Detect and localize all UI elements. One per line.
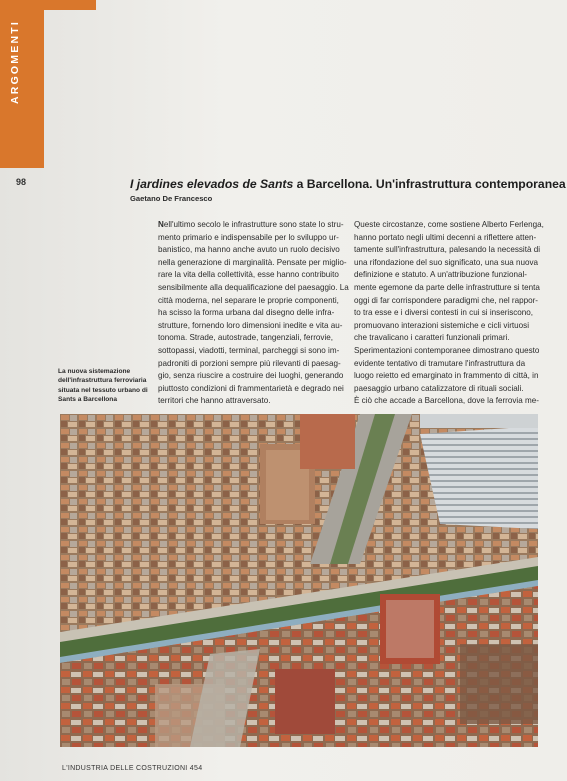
text-line: ha scisso la forma urbana dal disegno delle infra- — [158, 308, 335, 318]
text-line: situata nel tessuto urbano di — [58, 386, 148, 394]
text-line: hanno portato negli ultimi decenni a riflettere atten- — [354, 232, 537, 242]
text-line-rest: ell'ultimo secolo le infrastrutture sono state lo stru- — [163, 220, 344, 229]
text-line: to tra esse e i diversi contesti in cui si inseriscono, — [354, 308, 534, 318]
headline-rest: a Barcellona. Un'infrastruttura contemporanea — [293, 177, 566, 191]
text-line: luogo reietto ed emarginato in frammento di città, in — [354, 371, 539, 381]
article-headline — [130, 177, 566, 191]
column-2-paragraph — [354, 219, 548, 408]
text-line: Sants a Barcellona — [58, 396, 118, 404]
aerial-photo-illustration — [60, 414, 538, 747]
text-line: tonoma. Strade, autostrade, tangenziali, ferrovie, — [158, 333, 334, 343]
text-line: dell'infrastruttura ferroviaria — [58, 377, 147, 385]
text-line: Queste circostanze, come sostiene Alberto Ferlenga, — [354, 220, 544, 229]
text-line — [158, 219, 352, 232]
text-line: nella generazione di marginalità. Pensate per miglio- — [158, 257, 347, 267]
text-line: rare la vita della collettività, esse hanno contribuito — [158, 270, 339, 280]
text-line: definizione e statuto. A un'attribuzione funzional- — [354, 270, 527, 280]
text-column-1 — [158, 219, 352, 408]
aerial-photo — [60, 414, 538, 747]
text-line: padroniti di porzioni sempre più rilevanti di paesag- — [158, 358, 341, 368]
text-line: sottopassi, viadotti, terminal, parcheggi si sono im- — [158, 345, 340, 355]
text-line: paesaggio urbano catalizzatore di rituali sociali. — [354, 383, 524, 393]
text-line: evidente tentativo di tramutare l'infrastruttura da — [354, 358, 526, 368]
text-line: promuovano interazioni sistemiche e cicli virtuosi — [354, 320, 529, 330]
text-line: che travalicano i caratteri funzionali primari. — [354, 333, 510, 343]
text-line: banistico, ma hanno anche avuto un ruolo decisivo — [158, 245, 340, 255]
column-1-paragraph — [158, 219, 352, 408]
text-column-2 — [354, 219, 548, 408]
section-tab — [0, 0, 44, 168]
text-line: strutture, fornendo loro dimensioni inedite e vita au- — [158, 320, 343, 330]
dropcap-letter: N — [158, 220, 164, 229]
text-line: una rifondazione del suo significato, una sua nuova — [354, 257, 539, 267]
text-line: tamente sull'infrastruttura, palesando la necessità di — [354, 245, 541, 255]
text-line: La nuova sistemazione — [58, 368, 131, 375]
text-line: Sperimentazioni contemporanee dimostrano questo — [354, 345, 540, 355]
text-line: sensibilmente alla dequalificazione del paesaggio. La — [158, 282, 349, 292]
text-line: mente egemone da parte delle infrastrutture si tenta — [354, 282, 540, 292]
magazine-footer: L'INDUSTRIA DELLE COSTRUZIONI 454 — [62, 765, 203, 772]
text-line: mento primario e indispensabile per lo sviluppo ur- — [158, 232, 339, 242]
author-name: Gaetano De Francesco — [130, 194, 213, 203]
text-line: piuttosto condizioni di frammentarietà e degrado nei — [158, 383, 344, 393]
section-tab-label: ARGOMENTI — [9, 20, 21, 104]
text-line: territori che hanno attraversato. — [158, 396, 271, 406]
headline-italic: I jardines elevados de Sants — [130, 177, 294, 191]
text-line: È ciò che accade a Barcellona, dove la ferrovia me- — [354, 396, 539, 406]
section-tab-top-bar — [44, 0, 96, 10]
text-line: gio, senza riuscire a costruire dei luoghi, generando — [158, 371, 344, 381]
text-line: città moderna, nel separare le proprie componenti, — [158, 295, 339, 305]
photo-caption — [58, 367, 152, 405]
text-line: oggi di far corrispondere paradigmi che, nel rappor- — [354, 295, 539, 305]
page-number: 98 — [16, 177, 27, 187]
